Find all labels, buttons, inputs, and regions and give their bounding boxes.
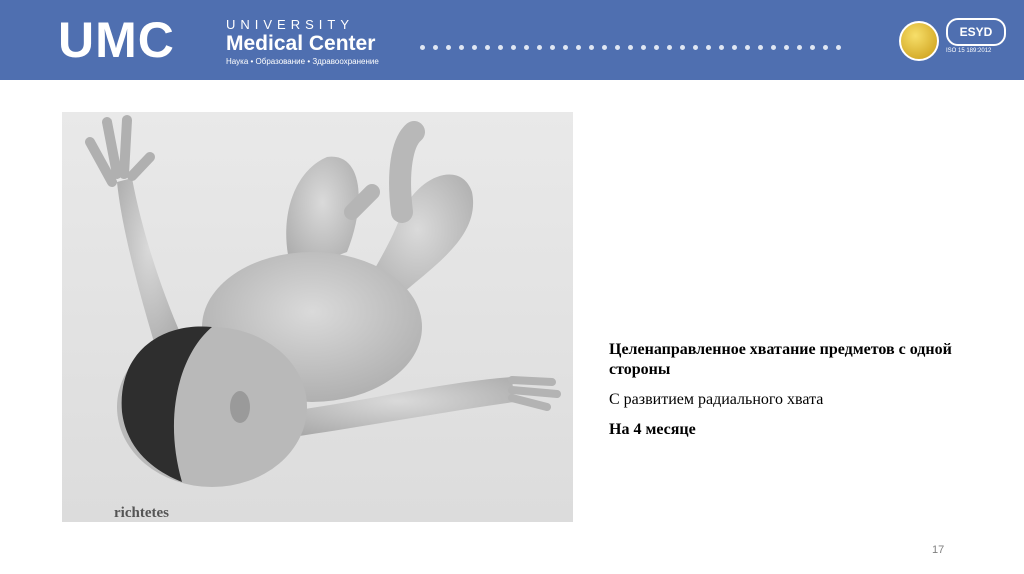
logo-tagline: Наука • Образование • Здравоохранение xyxy=(226,57,379,66)
logo-umc-text xyxy=(58,12,175,68)
infant-photo-drawing xyxy=(62,112,573,522)
infant-photo xyxy=(62,112,573,522)
bullet-four-months: На 4 месяце xyxy=(609,421,696,438)
bullet-targeted-grasping: Целенаправленное хватание предметов с одной стороны xyxy=(609,341,952,378)
logo-medical-center-text: Medical Center xyxy=(226,32,376,55)
page-number: 17 xyxy=(932,544,945,556)
logo-umc-letters: UMC xyxy=(58,12,175,68)
esyd-badge: ESYD xyxy=(946,18,1006,46)
header-bar xyxy=(0,0,1024,80)
iso-label: ISO 15 189:2012 xyxy=(946,48,992,54)
photo-caption-fragment: richtetes xyxy=(114,505,169,521)
bullet-radial-grip: С развитием радиального хвата xyxy=(609,391,824,408)
logo-university-text: UNIVERSITY xyxy=(226,17,355,32)
decorative-dots xyxy=(420,37,850,45)
slide-text xyxy=(609,340,989,440)
gold-seal-icon xyxy=(899,21,939,61)
